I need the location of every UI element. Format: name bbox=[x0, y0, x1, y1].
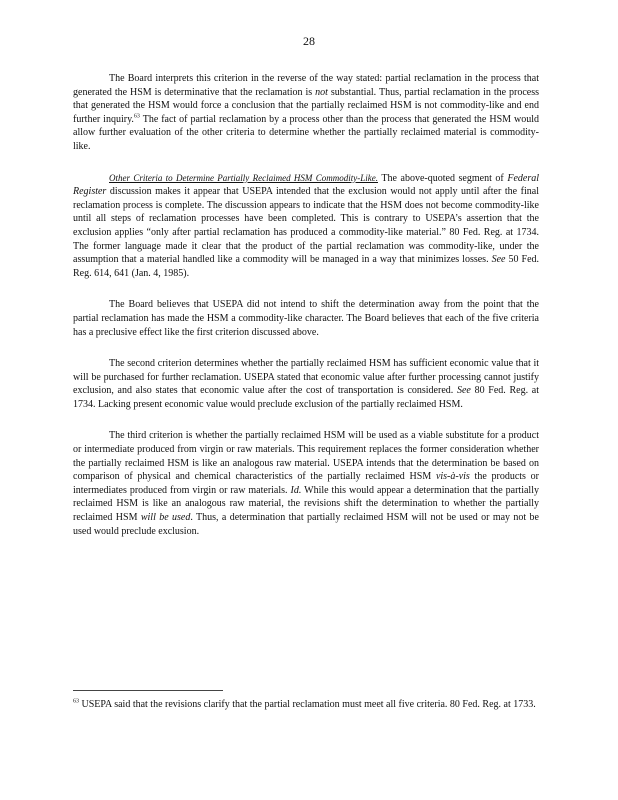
text-run: 50 Fed. Reg. 614, 641 (Jan. 4, 1985). bbox=[73, 254, 540, 279]
text-run: The above-quoted segment of bbox=[378, 172, 508, 184]
text-run: the products or intermediates produced from virgin or raw materials. bbox=[73, 471, 539, 496]
paragraph-second-criterion bbox=[73, 357, 539, 411]
footnote-divider bbox=[73, 690, 223, 691]
footnote-number: 63 bbox=[73, 698, 79, 705]
text-run: The Board interprets this criterion in the reverse of the way stated: partial reclamation in the process that generated the HSM is determinative that the reclamation is bbox=[73, 73, 539, 98]
footnote-text: USEPA said that the revisions clarify that the partial reclamation must meet all five criteria. 80 Fed. Reg. at 1733. bbox=[79, 699, 536, 710]
paragraph-third-criterion bbox=[73, 429, 539, 538]
text-run: The fact of partial reclamation by a process other than the process that generated the HSM would allow further evaluation of the other criteria to determine whether the partially reclaimed material is commodity-like. bbox=[73, 113, 539, 152]
text-run: 80 Fed. Reg. at 1734. Lacking present economic value would preclude exclusion of the partially reclaimed HSM. bbox=[73, 385, 540, 410]
page-number: 28 bbox=[303, 34, 315, 48]
emphasis-will-be-used: will be used bbox=[140, 512, 191, 524]
emphasis-not: not bbox=[315, 86, 328, 98]
text-run: substantial. Thus, partial reclamation in the process that generated the HSM would force a conclusion that the partially reclaimed HSM is not commodity-like and end further inquiry. bbox=[73, 86, 539, 125]
citation-signal-see: See bbox=[456, 385, 471, 397]
text-run: The second criterion determines whether the partially reclaimed HSM has sufficient economic value that it will be purchased for further reclamation. USEPA stated that economic value after further processing cannot justify exclusion, and also states that economic value after the cost of transportation is considered. bbox=[73, 358, 539, 397]
text-run: While this would appear a determination that the partially reclaimed HSM is like an analogous raw material, the revisions shift the determination to whether the partially reclaimed HSM bbox=[73, 484, 539, 524]
footnote-ref-63: 63 bbox=[133, 113, 140, 120]
section-heading: Other Criteria to Determine Partially Reclaimed HSM Commodity-Like. bbox=[109, 172, 378, 183]
citation-id: Id. bbox=[290, 484, 302, 496]
citation-federal-register: Federal Register bbox=[73, 172, 539, 198]
text-run: discussion makes it appear that USEPA intended that the exclusion would not apply until after the final reclamation process is complete. The discussion appears to indicate that the HSM does not become commodity-like until all steps of reclamation processes have been completed. This is contrary to USEPA’s assertion that the exclusion applies “only after partial reclamation has produced a commodity-like material.” 80 Fed. Reg. at 1734. The former language made it clear that the product of the partial reclamation was commodity-like, under the assumption that a material handled like a commodity will be managed in a way that minimizes losses. bbox=[73, 186, 539, 266]
paragraph-board-believes: The Board believes that USEPA did not intend to shift the determination away from the point that the partial reclamation has made the HSM a commodity-like character. The Board believes that each of the five criteria has a preclusive effect like the first criterion discussed above. bbox=[73, 299, 539, 338]
citation-signal-see: See bbox=[491, 254, 506, 266]
footnote-63 bbox=[73, 698, 539, 712]
paragraph-other-criteria bbox=[73, 172, 539, 281]
paragraph-partial-reclamation bbox=[73, 72, 539, 154]
body-text bbox=[73, 72, 539, 538]
emphasis-vis-a-vis: vis-à-vis bbox=[435, 471, 470, 483]
text-run: The third criterion is whether the partially reclaimed HSM will be used as a viable substitute for a product or intermediate produced from virgin or raw materials. This requirement replaces the former consideration whether the partially reclaimed HSM is like an analogous raw material. USEPA intends that the determination be based on comparison of physical and chemical characteristics of the partially reclaimed HSM bbox=[73, 430, 539, 483]
text-run: . Thus, a determination that partially reclaimed HSM will not be used or may not be used would preclude exclusion. bbox=[73, 512, 539, 537]
